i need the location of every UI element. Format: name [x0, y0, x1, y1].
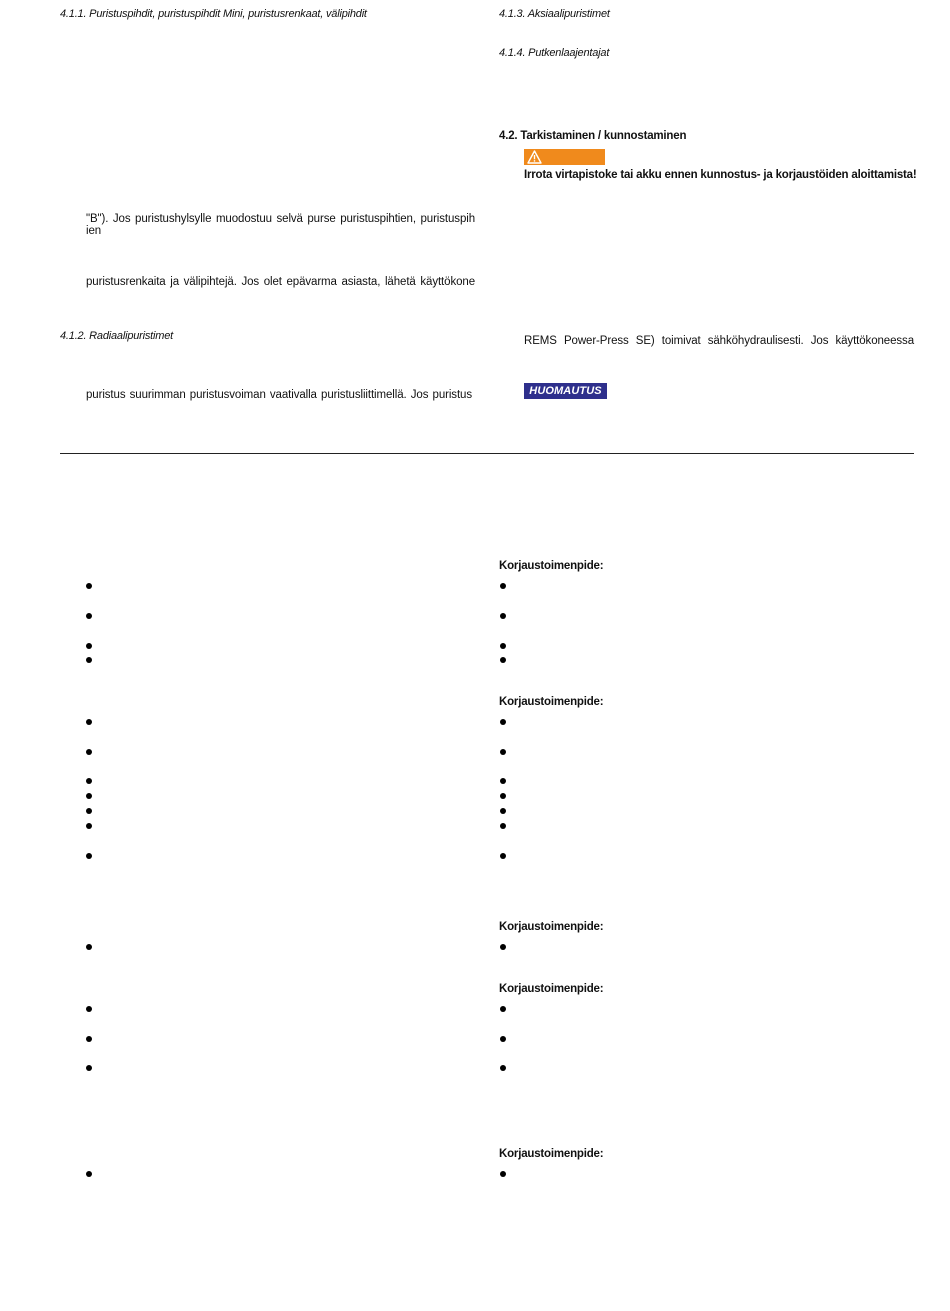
bullet-marker	[500, 793, 506, 799]
bullet-marker	[86, 583, 92, 589]
bullet-marker	[86, 944, 92, 950]
bullet-marker	[500, 643, 506, 649]
bullet-marker	[86, 1171, 92, 1177]
paragraph-line: puristusrenkaita ja välipihtejä. Jos olet epävarma asiasta, lähetä käyttökone	[86, 276, 475, 288]
bullet-marker	[500, 853, 506, 859]
fix-label: Korjaustoimenpide:	[499, 983, 604, 995]
bullet-marker	[500, 808, 506, 814]
bullet-marker	[86, 719, 92, 725]
bullet-marker	[500, 583, 506, 589]
bullet-marker	[500, 778, 506, 784]
section-heading-4-2: 4.2. Tarkistaminen / kunnostaminen	[499, 130, 687, 142]
section-heading-4-1-4: 4.1.4. Putkenlaajentajat	[499, 47, 610, 59]
section-heading-4-1-3: 4.1.3. Aksiaalipuristimet	[499, 8, 610, 20]
bullet-marker	[86, 1036, 92, 1042]
bullet-marker	[500, 1065, 506, 1071]
fix-label: Korjaustoimenpide:	[499, 560, 604, 572]
bullet-marker	[500, 613, 506, 619]
paragraph-line: REMS Power-Press SE) toimivat sähköhydraulisesti. Jos käyttökoneessa	[524, 335, 914, 347]
warning-badge	[524, 149, 605, 165]
bullet-marker	[86, 808, 92, 814]
paragraph-line: puristus suurimman puristusvoiman vaativalla puristusliittimellä. Jos puristus	[86, 389, 472, 401]
bullet-marker	[86, 793, 92, 799]
bullet-marker	[86, 853, 92, 859]
bullet-marker	[86, 657, 92, 663]
bullet-marker	[86, 613, 92, 619]
bullet-marker	[86, 1065, 92, 1071]
bullet-marker	[86, 778, 92, 784]
note-badge: HUOMAUTUS	[524, 383, 607, 399]
bullet-marker	[500, 1171, 506, 1177]
bullet-marker	[86, 749, 92, 755]
bullet-marker	[86, 823, 92, 829]
section-heading-4-1-2: 4.1.2. Radiaalipuristimet	[60, 330, 174, 342]
bullet-marker	[86, 643, 92, 649]
fix-label: Korjaustoimenpide:	[499, 1148, 604, 1160]
bullet-marker	[500, 749, 506, 755]
fix-label: Korjaustoimenpide:	[499, 921, 604, 933]
bullet-marker	[500, 1036, 506, 1042]
bullet-marker	[500, 944, 506, 950]
fix-label: Korjaustoimenpide:	[499, 696, 604, 708]
bullet-marker	[500, 719, 506, 725]
section-heading-4-1-1: 4.1.1. Puristuspihdit, puristuspihdit Mini, puristusrenkaat, välipihdit	[60, 8, 367, 20]
bullet-marker	[500, 823, 506, 829]
bullet-marker	[500, 1006, 506, 1012]
section-divider	[60, 453, 914, 454]
bullet-marker	[500, 657, 506, 663]
warning-text: Irrota virtapistoke tai akku ennen kunnostus- ja korjaustöiden aloittamista!	[524, 169, 917, 181]
bullet-marker	[86, 1006, 92, 1012]
warning-triangle-icon	[527, 150, 542, 164]
paragraph-line: "B"). Jos puristushylsylle muodostuu selvä purse puristuspihtien, puristuspih ien	[86, 213, 475, 237]
